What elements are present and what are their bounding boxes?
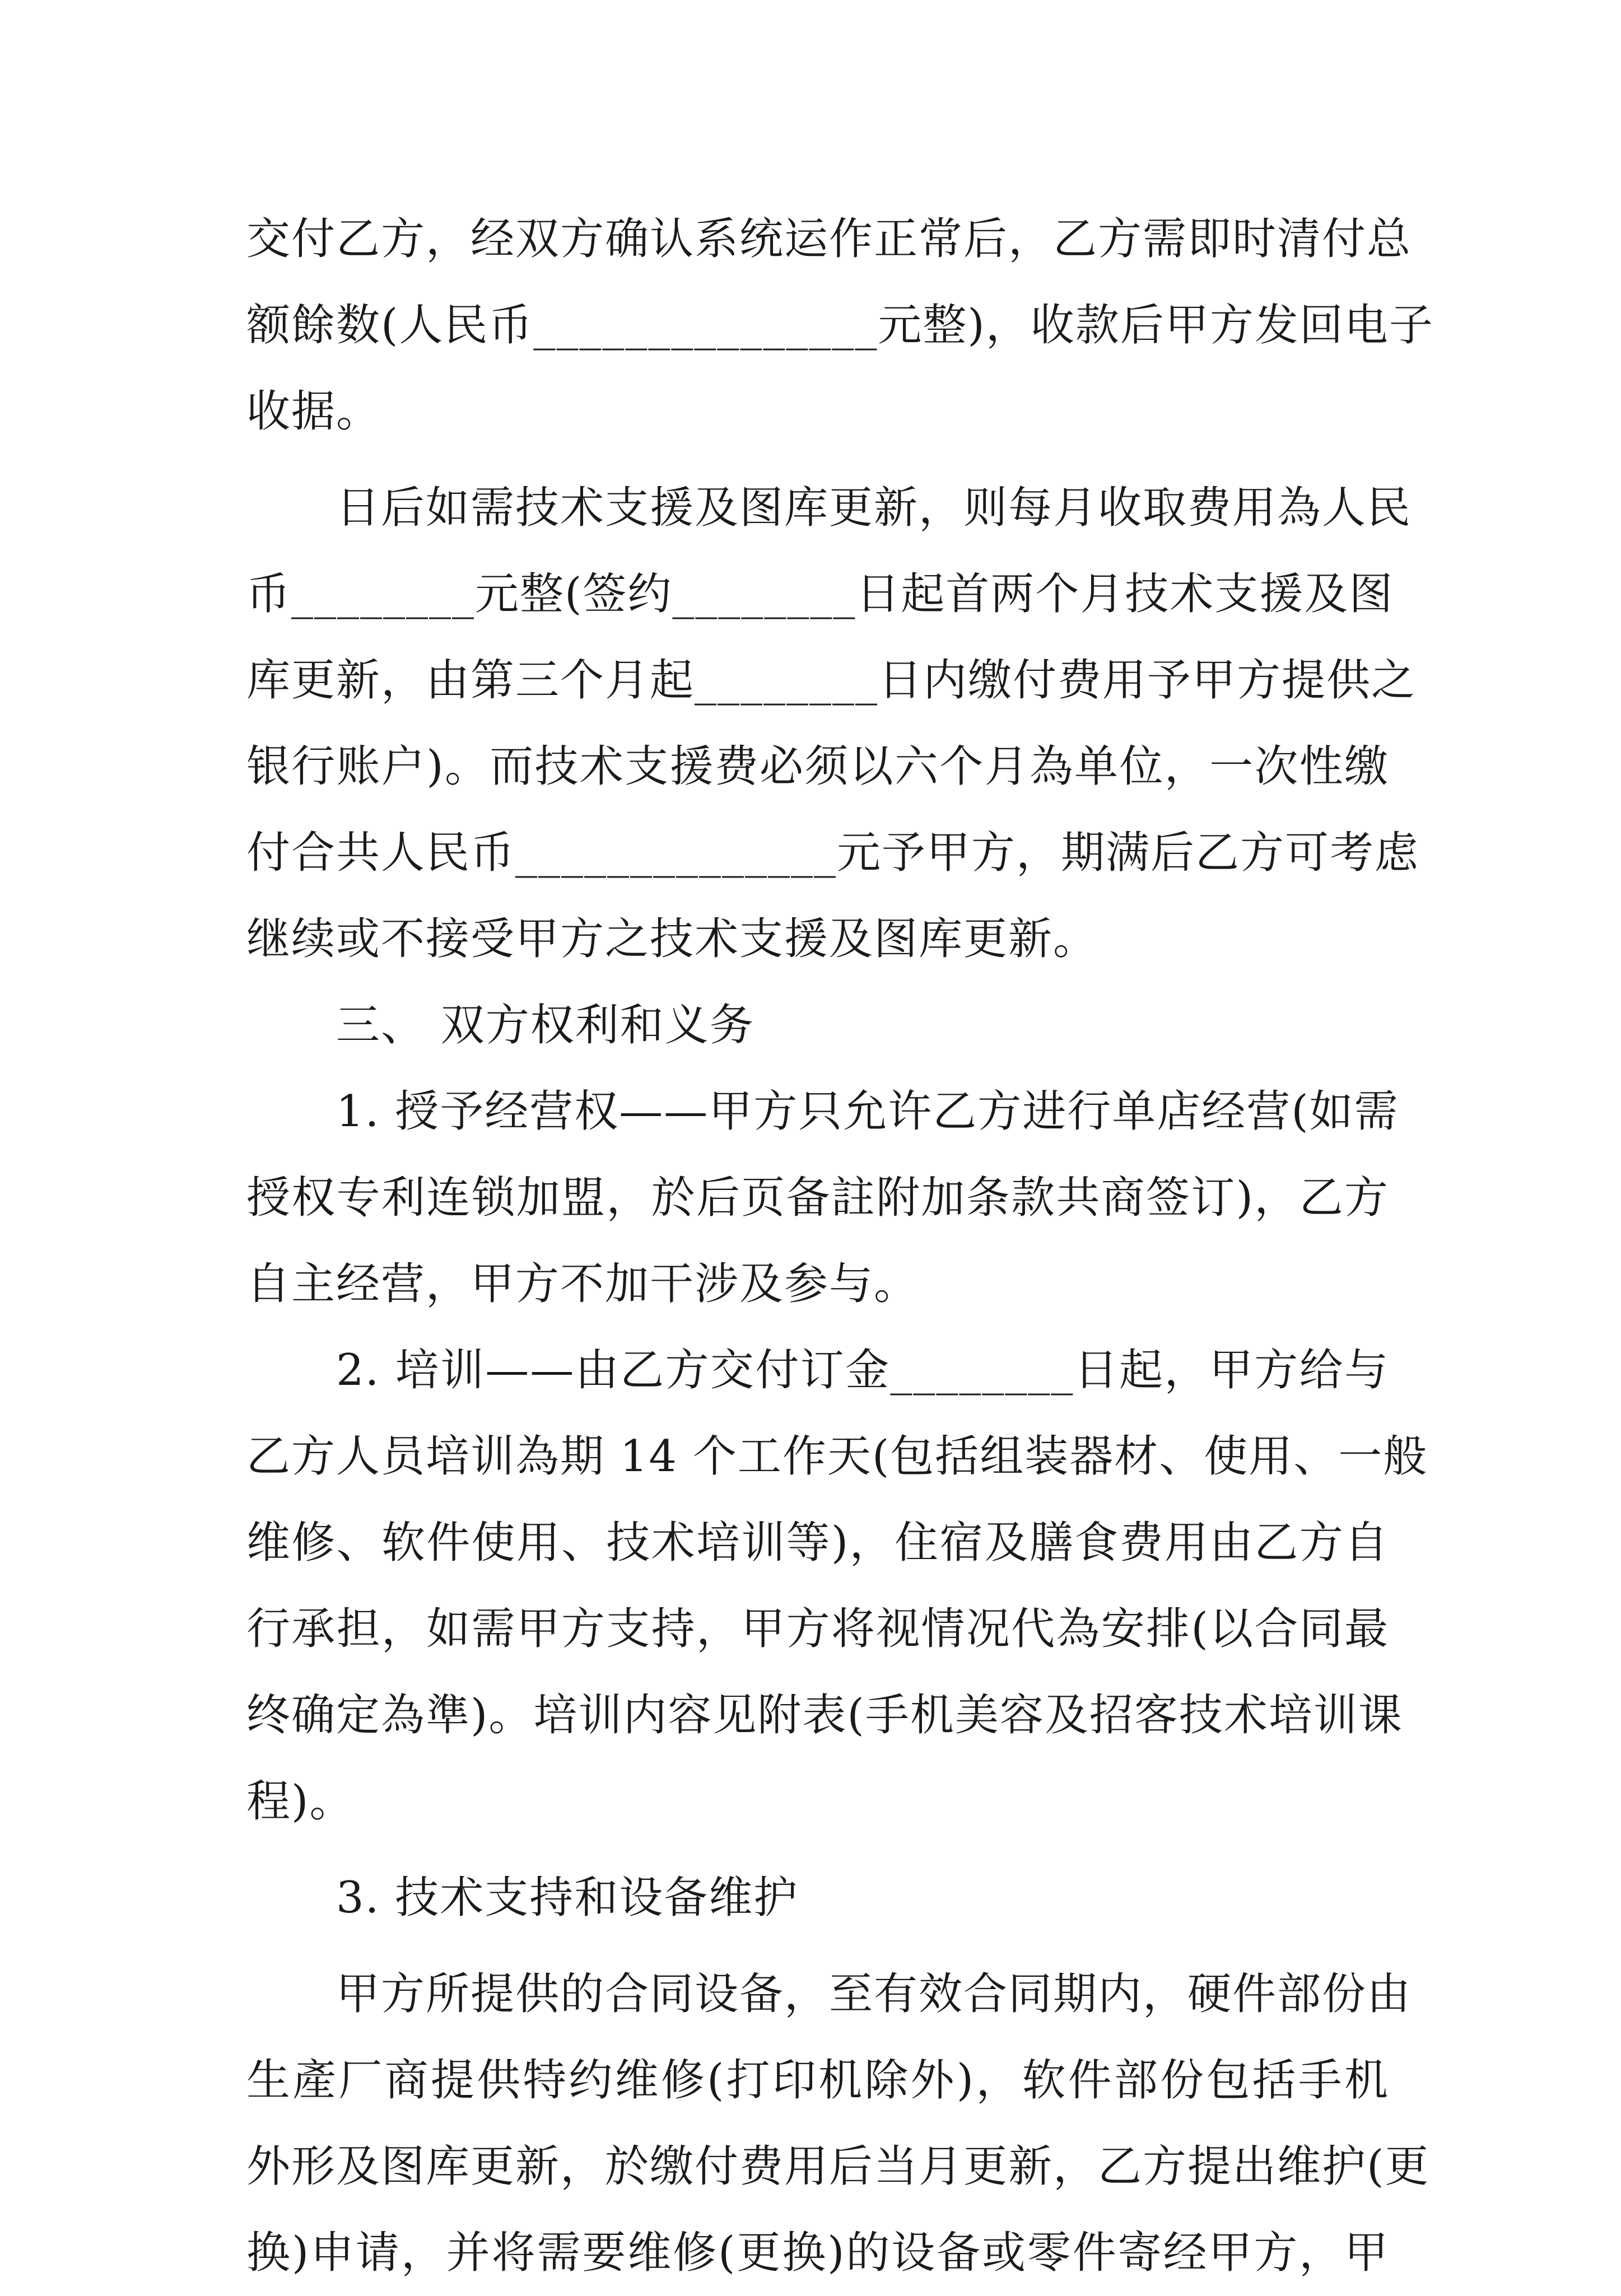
text-line: 额餘数(人民币_______________元整)，收款后甲方发回电子	[246, 300, 1434, 351]
text-line: 自主经营，甲方不加干涉及参与。	[246, 1259, 919, 1309]
text-line: 付合共人民币______________元予甲方，期满后乙方可考虑	[246, 828, 1420, 878]
text-line: 行承担，如需甲方支持，甲方将视情况代為安排(以合同最	[246, 1604, 1389, 1654]
text-line: 库更新，由第三个月起________日内缴付费用予甲方提供之	[246, 655, 1417, 706]
document-body	[246, 196, 1434, 2296]
text-line: 币________元整(签约________日起首两个月技术支援及图	[246, 569, 1394, 619]
text-line: 乙方人员培训為期 14 个工作天(包括组装器材、使用、一般	[246, 1431, 1428, 1482]
clause-start-line: 1. 授予经营权——甲方只允许乙方进行单店经营(如需	[336, 1086, 1399, 1137]
text-line: 换)申请，并将需要维修(更换)的设备或零件寄经甲方，甲	[246, 2228, 1389, 2278]
text-line: 生產厂商提供特约维修(打印机除外)，软件部份包括手机	[246, 2055, 1389, 2106]
paragraph-start-line: 甲方所提供的合同设备，至有效合同期内，硬件部份由	[336, 1969, 1412, 2019]
text-line: 银行账户)。而技术支援费必须以六个月為单位，一次性缴	[246, 741, 1389, 792]
text-line: 交付乙方，经双方确认系统运作正常后，乙方需即时清付总	[246, 214, 1412, 264]
text-line: 程)。	[246, 1776, 355, 1827]
paragraph-start-line: 日后如需技术支援及图库更新，则每月收取费用為人民	[336, 483, 1412, 533]
text-line: 维修、软件使用、技术培训等)，住宿及膳食费用由乙方自	[246, 1518, 1389, 1568]
text-line: 外形及图库更新，於缴付费用后当月更新，乙方提出维护(更	[246, 2141, 1430, 2192]
text-line: 终确定為準)。培训内容见附表(手机美容及招客技术培训课	[246, 1690, 1403, 1740]
section-heading: 三、 双方权利和义务	[336, 1000, 754, 1051]
text-line: 继续或不接受甲方之技术支援及图库更新。	[246, 914, 1098, 964]
clause-heading: 3. 技术支持和设备维护	[336, 1873, 799, 1923]
clause-start-line: 2. 培训——由乙方交付订金________日起，甲方给与	[336, 1345, 1389, 1396]
text-line: 收据。	[246, 386, 381, 437]
text-line: 授权专利连锁加盟，於后页备註附加条款共商签订)，乙方	[246, 1173, 1389, 1223]
